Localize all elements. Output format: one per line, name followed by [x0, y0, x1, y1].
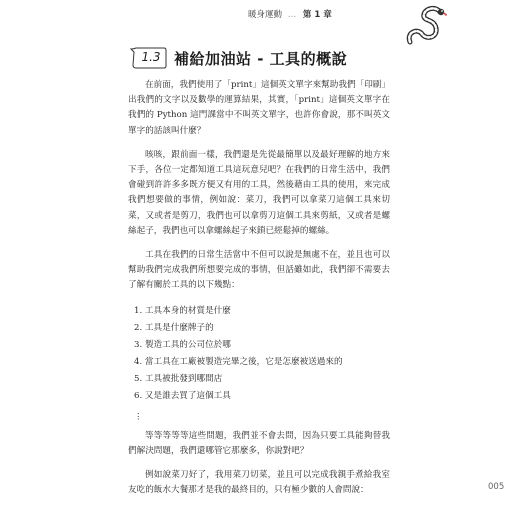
header-dots: … — [287, 10, 298, 20]
page-number: 005 — [488, 482, 505, 492]
paragraph: 等等等等等這些問題，我們並不會去問，因為只要工具能夠替我們解決問題，我們還哪管它那麼多，你說對吧？ — [128, 430, 390, 456]
header-section-name: 暖身運動 — [248, 10, 283, 20]
list-item: 5. 工具被批發到哪間店 — [134, 373, 223, 384]
paragraph: 在前面，我們使用了「print」這個英文單字來幫助我們「印刷」出我們的文字以及數學的運算結果，其實，「print」這個英文單字在我們的 Python 這門課當中不叫英文單字，也許你會說，那不叫英文單字的話該叫什麼？ — [128, 80, 390, 136]
paragraph: 咳咳，跟前面一樣，我們還是先從最簡單以及最好理解的地方來下手，各位一定都知道工具這玩意兒吧？在我們的日常生活中，我們會碰到許許多多既方便又有用的工具，然後藉由工具的使用，來完成我們想要做的事情，例如說：菜刀，我們可以拿菜刀這個工具來切菜，又或者是剪刀，我們也可以拿剪刀這個工具來剪紙，又或者是螺絲起子，我們也可以拿螺絲起子來鎖已經鬆掉的螺絲。 — [128, 149, 390, 236]
snake-doodle-icon — [402, 2, 450, 50]
paragraph: 例如說菜刀好了，我用菜刀切菜，並且可以完成我親手煮給我室友吃的飯水大餐那才是我的最終目的，只有極少數的人會問說： — [128, 470, 390, 496]
list-item: 6. 又是誰去買了這個工具 — [134, 390, 231, 401]
question-list — [128, 303, 390, 405]
list-item: 2. 工具是什麼牌子的 — [134, 322, 214, 333]
section-number: 1.3 — [141, 50, 161, 64]
list-item: 4. 當工具在工廠被製造完畢之後，它是怎麼被送過來的 — [134, 356, 343, 367]
list-continuation: ⋮ — [134, 411, 143, 422]
body-text — [128, 78, 390, 507]
section-heading: 補給加油站 - 工具的概說 — [174, 50, 348, 68]
list-item: 1. 工具本身的材質是什麼 — [134, 305, 231, 316]
header-chapter: 第 1 章 — [302, 10, 332, 20]
paragraph: 工具在我們的日常生活當中不但可以說是無處不在，並且也可以幫助我們完成我們所想要完成的事情，但話雖如此，我們卻不需要去了解有關於工具的以下幾點： — [128, 250, 390, 291]
running-header — [248, 8, 332, 20]
list-item: 3. 製造工具的公司位於哪 — [134, 339, 231, 350]
